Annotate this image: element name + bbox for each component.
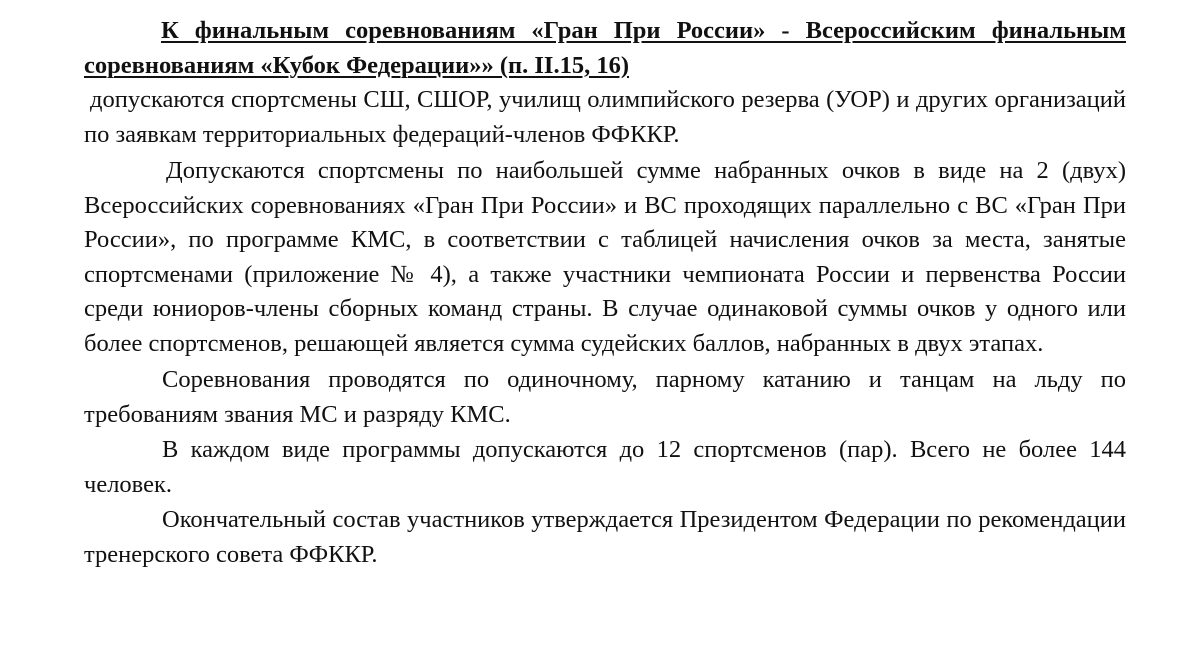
paragraph-disciplines: Соревнования проводятся по одиночному, парному катанию и танцам на льду по требованиям звания МС и разряду КМС. xyxy=(84,366,1126,428)
paragraph-participant-limit: В каждом виде программы допускаются до 12 спортсменов (пар). Всего не более 144 человек. xyxy=(84,436,1126,498)
intro-paragraph: допускаются спортсмены СШ, СШОР, училищ олимпийского резерва (УОР) и других организаций по заявкам территориальных федераций-членов ФФККР. xyxy=(84,86,1126,148)
document-page xyxy=(84,14,1126,572)
section-heading: К финальным соревнованиям «Гран При России» - Всероссийским финальным соревнованиям «Кубок Федерации»» (п. II.15, 16) xyxy=(84,17,1126,79)
paragraph-selection-criteria: Допускаются спортсмены по наибольшей сумме набранных очков в виде на 2 (двух) Всероссийских соревнованиях «Гран При России» и ВС проходящих параллельно с ВС «Гран При России», по программе КМС, в соответствии с таблицей начисления очков за места, занятые спортсменами (приложение № 4), а также участники чемпионата России и первенства России среди юниоров-члены сборных команд страны. В случае одинаковой суммы очков у одного или более спортсменов, решающей является сумма судейских баллов, набранных в двух этапах. xyxy=(84,157,1126,357)
paragraph-final-approval: Окончательный состав участников утверждается Президентом Федерации по рекомендации тренерского совета ФФККР. xyxy=(84,506,1126,568)
